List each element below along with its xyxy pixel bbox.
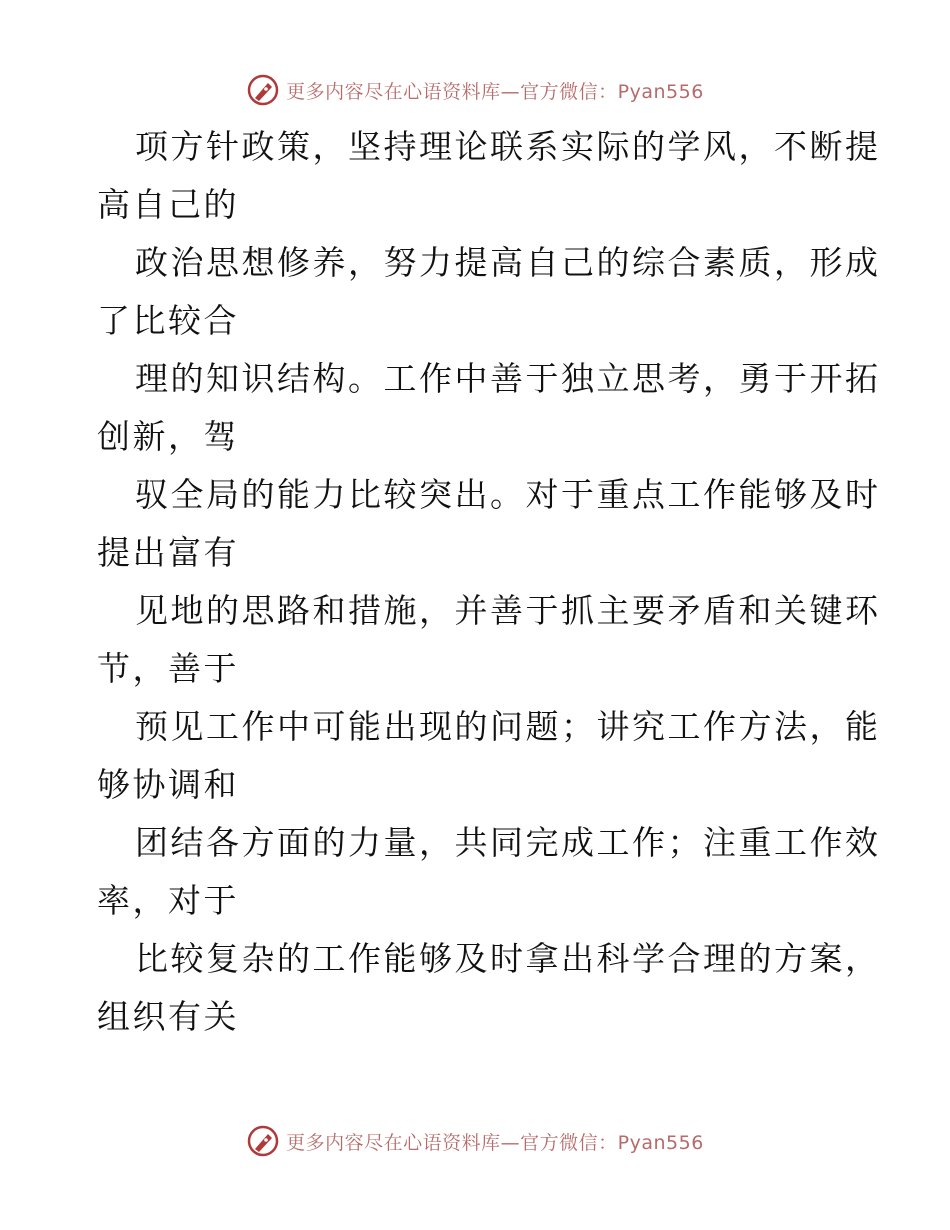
footer-banner <box>0 1121 950 1161</box>
text-line: 驭全局的能力比较突出。对于重点工作能够及时 <box>135 475 881 514</box>
pen-nib-icon <box>246 73 280 107</box>
text-line: 组织有关 <box>97 997 239 1036</box>
text-line: 创新，驾 <box>97 417 239 456</box>
pen-nib-icon <box>246 1124 280 1158</box>
text-line: 够协调和 <box>97 765 239 804</box>
text-line: 见地的思路和措施，并善于抓主要矛盾和关键环 <box>135 591 881 630</box>
footer-banner-text: 更多内容尽在心语资料库—官方微信：Pyan556 <box>286 1131 704 1154</box>
text-line: 项方针政策，坚持理论联系实际的学风，不断提 <box>135 127 881 166</box>
text-line: 团结各方面的力量，共同完成工作；注重工作效 <box>135 823 881 862</box>
text-line: 率，对于 <box>97 881 239 920</box>
text-line: 高自己的 <box>97 185 239 224</box>
document-body <box>97 118 881 1046</box>
text-line: 预见工作中可能出现的问题；讲究工作方法，能 <box>135 707 881 746</box>
text-line: 节，善于 <box>97 649 239 688</box>
text-line: 比较复杂的工作能够及时拿出科学合理的方案， <box>135 939 881 978</box>
text-line: 了比较合 <box>97 301 239 340</box>
header-banner-text: 更多内容尽在心语资料库—官方微信：Pyan556 <box>286 80 704 103</box>
text-line: 提出富有 <box>97 533 239 572</box>
text-line: 政治思想修养，努力提高自己的综合素质，形成 <box>135 243 881 282</box>
header-banner <box>0 70 950 110</box>
text-line: 理的知识结构。工作中善于独立思考，勇于开拓 <box>135 359 881 398</box>
